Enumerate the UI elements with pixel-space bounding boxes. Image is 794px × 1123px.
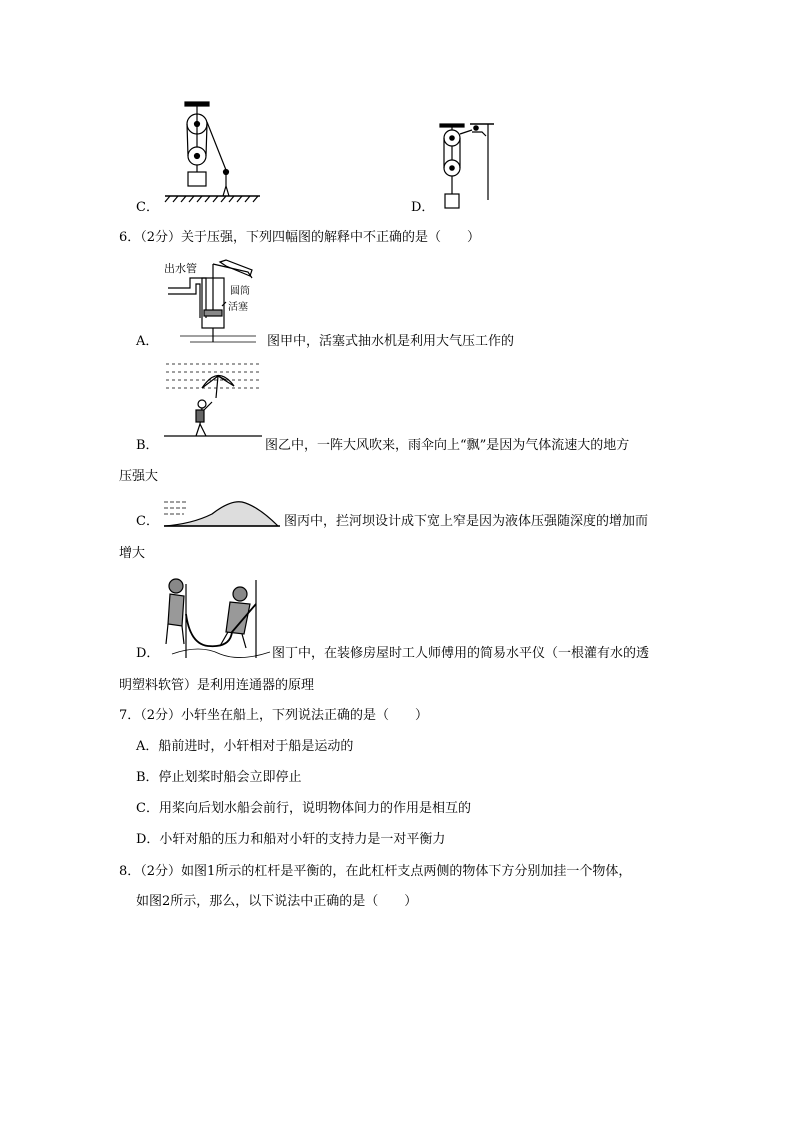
- q8-stem-line-2: 如图2所示，那么，以下说法中正确的是（ ）: [136, 894, 418, 909]
- q5-option-d-label: D．: [411, 200, 435, 215]
- q8-stem-line-1: 8．（2分）如图1所示的杠杆是平衡的，在此杠杆支点两侧的物体下方分别加挂一个物体，: [119, 864, 632, 879]
- q6-fig-a-text-1: 出水管: [164, 262, 197, 275]
- q6-option-b-label: B．: [136, 438, 159, 453]
- q7-option-c: C．用桨向后划水船会前行，说明物体间力的作用是相互的: [136, 801, 471, 816]
- q6-option-c-text-2: 增大: [119, 546, 146, 561]
- q6-option-a-text: 图甲中，活塞式抽水机是利用大气压工作的: [267, 334, 515, 349]
- q5-pulley-figure-c: [160, 100, 270, 210]
- q5-option-c-label: C．: [136, 200, 159, 215]
- q5-pulley-figure-d: [432, 120, 512, 215]
- q6-dam-figure-c: [162, 494, 282, 534]
- q6-option-a-label: A．: [136, 334, 159, 349]
- q6-option-c-text-1: 图丙中，拦河坝设计成下宽上窄是因为液体压强随深度的增加而: [284, 514, 649, 529]
- q6-fig-a-text-3: 活塞: [228, 302, 248, 313]
- q6-option-d-text-1: 图丁中，在装修房屋时工人师傅用的简易水平仪（一根灌有水的透: [272, 646, 650, 661]
- q6-option-d-label: D．: [136, 646, 160, 661]
- q7-option-a: A．船前进时，小轩相对于船是运动的: [136, 739, 354, 754]
- q6-umbrella-figure-b: [162, 358, 266, 444]
- q6-level-figure-d: [160, 574, 276, 664]
- q6-fig-a-text-2: 圆筒: [230, 286, 250, 297]
- q7-option-d: D．小轩对船的压力和船对小轩的支持力是一对平衡力: [136, 832, 446, 847]
- q6-option-b-text-2: 压强大: [119, 469, 159, 484]
- q6-option-d-text-2: 明塑料软管）是利用连通器的原理: [119, 678, 315, 693]
- q6-pump-figure-a: [160, 258, 260, 350]
- q7-option-b: B．停止划桨时船会立即停止: [136, 770, 302, 785]
- q6-stem: 6．（2分）关于压强，下列四幅图的解释中不正确的是（ ）: [119, 230, 481, 245]
- q6-option-c-label: C．: [136, 514, 159, 529]
- q6-option-b-text-1: 图乙中，一阵大风吹来，雨伞向上“飘”是因为气体流速大的地方: [265, 438, 630, 453]
- q7-stem: 7．（2分）小轩坐在船上，下列说法正确的是（ ）: [119, 708, 429, 723]
